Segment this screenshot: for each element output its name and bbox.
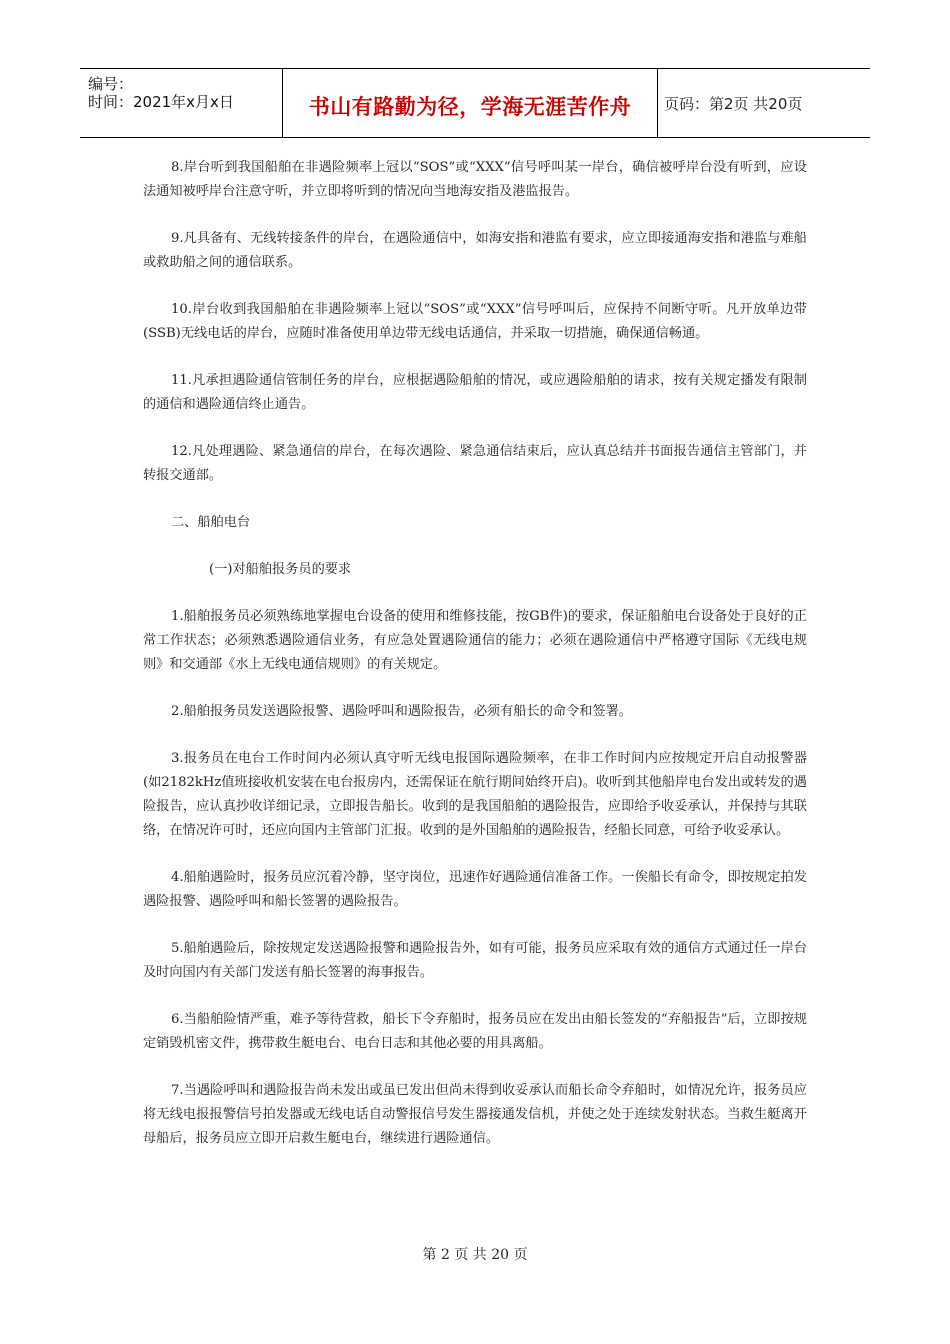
- header-motto-cell: [282, 69, 658, 137]
- document-body: [143, 156, 807, 1174]
- ship-paragraph-7: 7.当遇险呼叫和遇险报告尚未发出或虽已发出但尚未得到收妥承认而船长命令弃船时，如情况允许，报务员应将无线电报报警信号拍发器或无线电话自动警报信号发生器接通发信机，并使之处于连续发射状态。当救生艇离开母船后，报务员应立即开启救生艇电台，继续进行遇险通信。: [143, 1083, 807, 1146]
- section-heading: 二、船舶电台: [171, 515, 251, 530]
- paragraph-8: 8.岸台听到我国船舶在非遇险频率上冠以“SOS”或“XXX”信号呼叫某一岸台，确信被呼岸台没有听到，应设法通知被呼岸台注意守听，并立即将听到的情况向当地海安指及港监报告。: [143, 160, 807, 199]
- page-header: [80, 68, 870, 138]
- page-footer: 第 2 页 共 20 页: [422, 1247, 528, 1263]
- header-page-cell: [656, 69, 870, 137]
- header-meta: [80, 69, 282, 137]
- subsection-heading: (一)对船舶报务员的要求: [209, 562, 352, 577]
- ship-paragraph-5: 5.船舶遇险后，除按规定发送遇险报警和遇险报告外，如有可能，报务员应采取有效的通信方式通过任一岸台及时向国内有关部门发送有船长签署的海事报告。: [143, 941, 807, 980]
- ship-paragraph-3: 3.报务员在电台工作时间内必须认真守听无线电报国际遇险频率，在非工作时间内应按规定开启自动报警器(如2182kHz值班接收机安装在电台报房内，还需保证在航行期间始终开启)。收听到其他船岸电台发出或转发的遇险报告，应认真抄收详细记录，立即报告船长。收到的是我国船舶的遇险报告，应即给予收妥承认，并保持与其联络，在情况许可时，还应向国内主管部门汇报。收到的是外国船舶的遇险报告，经船长同意，可给予收妥承认。: [143, 751, 807, 838]
- header-page-info: 页码：第2页 共20页: [664, 95, 803, 113]
- ship-paragraph-6: 6.当船舶险情严重，难予等待营救，船长下令弃船时，报务员应在发出由船长签发的“弃船报告”后，立即按规定销毁机密文件，携带救生艇电台、电台日志和其他必要的用具离船。: [143, 1012, 807, 1051]
- paragraph-10: 10.岸台收到我国船舶在非遇险频率上冠以“SOS”或“XXX”信号呼叫后，应保持不间断守听。凡开放单边带(SSB)无线电话的岸台，应随时准备使用单边带无线电话通信，并采取一切措施，确保通信畅通。: [143, 302, 807, 341]
- header-motto: 书山有路勤为径，学海无涯苦作舟: [308, 95, 632, 119]
- document-date: 时间：2021年x月x日: [88, 93, 234, 111]
- document-number-label: 编号：: [88, 75, 134, 93]
- ship-paragraph-1: 1.船舶报务员必须熟练地掌握电台设备的使用和维修技能，按GB件)的要求，保证船舶电台设备处于良好的正常工作状态；必须熟悉遇险通信业务，有应急处置遇险通信的能力；必须在遇险通信中严格遵守国际《无线电规则》和交通部《水上无线电通信规则》的有关规定。: [143, 609, 807, 672]
- paragraph-11: 11.凡承担遇险通信管制任务的岸台，应根据遇险船舶的情况，或应遇险船舶的请求，按有关规定播发有限制的通信和遇险通信终止通告。: [143, 373, 807, 412]
- paragraph-9: 9.凡具备有、无线转接条件的岸台，在遇险通信中，如海安指和港监有要求，应立即接通海安指和港监与难船或救助船之间的通信联系。: [143, 231, 807, 270]
- ship-paragraph-4: 4.船舶遇险时，报务员应沉着冷静，坚守岗位，迅速作好遇险通信准备工作。一俟船长有命令，即按规定拍发遇险报警、遇险呼叫和船长签署的遇险报告。: [143, 870, 807, 909]
- paragraph-12: 12.凡处理遇险、紧急通信的岸台，在每次遇险、紧急通信结束后，应认真总结并书面报告通信主管部门，并转报交通部。: [143, 444, 807, 483]
- ship-paragraph-2: 2.船舶报务员发送遇险报警、遇险呼叫和遇险报告，必须有船长的命令和签署。: [171, 704, 632, 719]
